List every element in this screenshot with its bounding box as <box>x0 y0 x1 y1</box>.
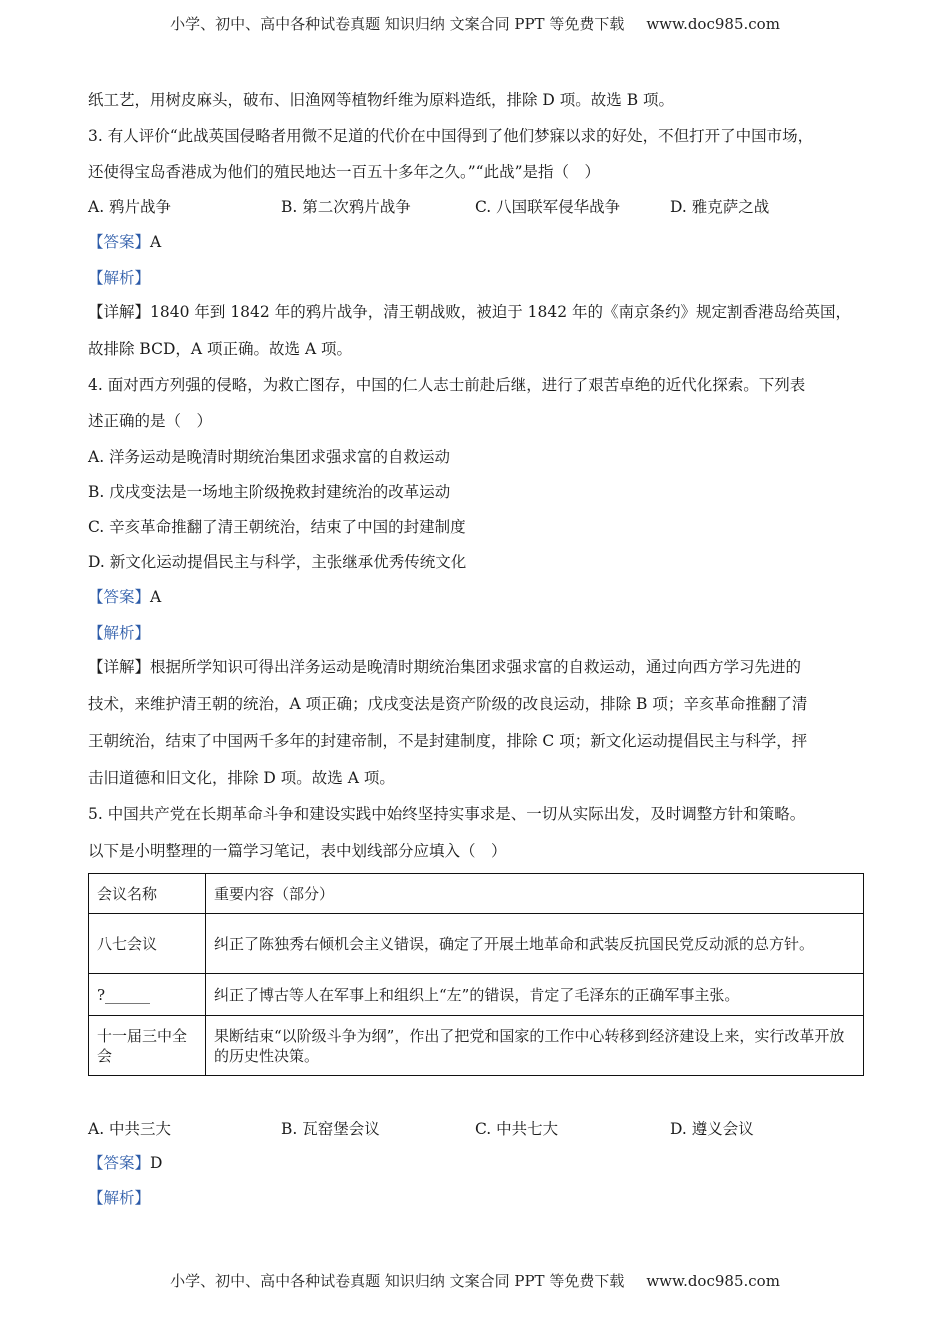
q5-answer <box>88 1153 162 1173</box>
header-url[interactable]: www.doc985.com <box>646 15 780 33</box>
q5-options <box>88 1119 864 1139</box>
q3-options <box>88 197 864 217</box>
q3-option-a: A. 鸦片战争 <box>88 198 172 216</box>
q3-stem-line1: 3. 有人评价“此战英国侵略者用微不足道的代价在中国得到了他们梦寐以求的好处，不但打开了中国市场， <box>88 127 814 145</box>
q4-detail-line3: 王朝统治，结束了中国两千多年的封建帝制，不是封建制度，排除 C 项；新文化运动提倡民主与科学，抨 <box>88 732 808 750</box>
meeting-table <box>88 873 864 1076</box>
q4-detail-line4: 击旧道德和旧文化，排除 D 项。故选 A 项。 <box>88 769 395 787</box>
q3-detail-line2: 故排除 BCD，A 项正确。故选 A 项。 <box>88 340 353 358</box>
table-cell-meeting: 十一届三中全会 <box>89 1016 206 1076</box>
table-cell-content: 纠正了陈独秀右倾机会主义错误，确定了开展土地革命和武装反抗国民党反动派的总方针。 <box>206 914 864 974</box>
table-cell-content: 纠正了博古等人在军事上和组织上“左”的错误，肯定了毛泽东的正确军事主张。 <box>206 974 864 1016</box>
q5-option-c: C. 中共七大 <box>475 1120 559 1138</box>
q4-stem-line2: 述正确的是（ ） <box>88 412 213 430</box>
q3-analysis-tag: 【解析】 <box>88 269 151 287</box>
detail-tag: 【详解】 <box>88 658 151 676</box>
q4-detail-line2: 技术，来维护清王朝的统治，A 项正确；戊戌变法是资产阶级的改良运动，排除 B 项；辛亥革命推翻了清 <box>88 695 808 713</box>
table-row <box>89 914 864 974</box>
q4-detail-line1: 【详解】根据所学知识可得出洋务运动是晚清时期统治集团求强求富的自救运动，通过向西方学习先进的 <box>88 658 802 676</box>
q4-answer <box>88 587 161 607</box>
table-header-row <box>89 874 864 914</box>
q5-option-a: A. 中共三大 <box>88 1120 172 1138</box>
q4-option-b: B. 戊戌变法是一场地主阶级挽救封建统治的改革运动 <box>88 483 451 501</box>
table-cell-meeting: 八七会议 <box>89 914 206 974</box>
answer-tag: 【答案】 <box>88 1154 151 1172</box>
q4-option-a: A. 洋务运动是晚清时期统治集团求强求富的自救运动 <box>88 448 451 466</box>
table-row <box>89 1016 864 1076</box>
q3-detail-line1: 【详解】1840 年到 1842 年的鸦片战争，清王朝战败，被迫于 1842 年的《南京条约》规定割香港岛给英国， <box>88 303 851 321</box>
answer-tag: 【答案】 <box>88 233 151 251</box>
table-cell-content: 果断结束“以阶级斗争为纲”，作出了把党和国家的工作中心转移到经济建设上来，实行改革开放的历史性决策。 <box>206 1016 864 1076</box>
table-header-cell: 重要内容（部分） <box>206 874 864 914</box>
detail-tag: 【详解】 <box>88 303 151 321</box>
page-header <box>0 13 950 34</box>
q4-option-d: D. 新文化运动提倡民主与科学，主张继承优秀传统文化 <box>88 553 467 571</box>
answer-value: A <box>150 233 162 251</box>
page-footer <box>0 1270 950 1291</box>
q4-option-c: C. 辛亥革命推翻了清王朝统治，结束了中国的封建制度 <box>88 518 466 536</box>
table-row <box>89 974 864 1016</box>
table-header-cell: 会议名称 <box>89 874 206 914</box>
q5-analysis-tag: 【解析】 <box>88 1189 151 1207</box>
answer-value: A <box>150 588 162 606</box>
q5-option-b: B. 瓦窑堡会议 <box>281 1120 380 1138</box>
q5-stem-line2: 以下是小明整理的一篇学习笔记，表中划线部分应填入（ ） <box>88 842 507 860</box>
q5-option-d: D. 遵义会议 <box>670 1120 754 1138</box>
answer-value: D <box>150 1154 163 1172</box>
table-cell-meeting-blank: ?______ <box>89 974 206 1016</box>
q5-stem-line1: 5. 中国共产党在长期革命斗争和建设实践中始终坚持实事求是、一切从实际出发，及时调整方针和策略。 <box>88 805 806 823</box>
prev-continuation: 纸工艺，用树皮麻头，破布、旧渔网等植物纤维为原料造纸，排除 D 项。故选 B 项。 <box>88 91 675 109</box>
q3-option-c: C. 八国联军侵华战争 <box>475 198 621 216</box>
q3-answer <box>88 232 161 252</box>
answer-tag: 【答案】 <box>88 588 151 606</box>
header-promo-text: 小学、初中、高中各种试卷真题 知识归纳 文案合同 PPT 等免费下载 <box>170 15 625 33</box>
q3-stem-line2: 还使得宝岛香港成为他们的殖民地达一百五十多年之久。”“此战”是指（ ） <box>88 163 601 181</box>
footer-promo-text: 小学、初中、高中各种试卷真题 知识归纳 文案合同 PPT 等免费下载 <box>170 1272 625 1290</box>
q4-stem-line1: 4. 面对西方列强的侵略，为救亡图存，中国的仁人志士前赴后继，进行了艰苦卓绝的近代化探索。下列表 <box>88 376 806 394</box>
q3-option-d: D. 雅克萨之战 <box>670 198 770 216</box>
q4-analysis-tag: 【解析】 <box>88 624 151 642</box>
footer-url[interactable]: www.doc985.com <box>646 1272 780 1290</box>
q3-option-b: B. 第二次鸦片战争 <box>281 198 411 216</box>
